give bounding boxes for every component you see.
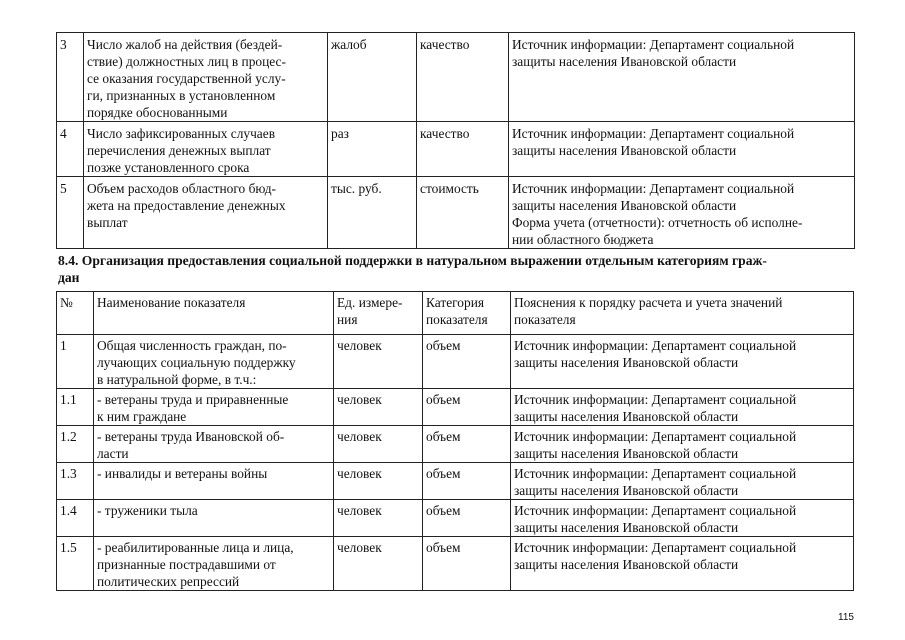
table-row (57, 463, 854, 500)
indicator-name: - реабилитированные лица и лица, признанные пострадавшими от политических репрессий (94, 537, 334, 591)
unit-of-measure: жалоб (328, 33, 417, 122)
header-category: Категория показателя (423, 292, 511, 335)
in-kind-support-table (56, 291, 854, 591)
row-number: 1.5 (57, 537, 94, 591)
unit-of-measure: человек (334, 463, 423, 500)
indicator-category: качество (417, 122, 509, 177)
row-number: 1.2 (57, 426, 94, 463)
calculation-notes: Источник информации: Департамент социальной защиты населения Ивановской области (509, 33, 855, 122)
table-header-row (57, 292, 854, 335)
row-number: 5 (57, 177, 84, 249)
calculation-notes: Источник информации: Департамент социальной защиты населения Ивановской области (511, 389, 854, 426)
indicator-name: Объем расходов областного бюд- жета на предоставление денежных выплат (84, 177, 328, 249)
indicator-name: Число жалоб на действия (бездей- ствие) должностных лиц в процес- се оказания государственной услу- ги, признанных в установленном порядке обоснованными (84, 33, 328, 122)
row-number: 1.3 (57, 463, 94, 500)
row-number: 3 (57, 33, 84, 122)
unit-of-measure: человек (334, 500, 423, 537)
page-number: 115 (838, 612, 854, 623)
calculation-notes: Источник информации: Департамент социальной защиты населения Ивановской области (511, 335, 854, 389)
table-row (57, 537, 854, 591)
header-unit: Ед. измере- ния (334, 292, 423, 335)
calculation-notes: Источник информации: Департамент социальной защиты населения Ивановской области (511, 537, 854, 591)
row-number: 1.4 (57, 500, 94, 537)
calculation-notes: Источник информации: Департамент социальной защиты населения Ивановской области (509, 122, 855, 177)
row-number: 1.1 (57, 389, 94, 426)
calculation-notes: Источник информации: Департамент социальной защиты населения Ивановской области (511, 426, 854, 463)
unit-of-measure: человек (334, 335, 423, 389)
indicator-name: - ветераны труда и приравненные к ним граждане (94, 389, 334, 426)
unit-of-measure: человек (334, 426, 423, 463)
indicator-category: стоимость (417, 177, 509, 249)
indicator-category: объем (423, 335, 511, 389)
calculation-notes: Источник информации: Департамент социальной защиты населения Ивановской области Форма учета (отчетности): отчетность об исполне- нии областного бюджета (509, 177, 855, 249)
indicator-name: - ветераны труда Ивановской об- ласти (94, 426, 334, 463)
calculation-notes: Источник информации: Департамент социальной защиты населения Ивановской области (511, 463, 854, 500)
calculation-notes: Источник информации: Департамент социальной защиты населения Ивановской области (511, 500, 854, 537)
indicator-category: качество (417, 33, 509, 122)
indicator-category: объем (423, 389, 511, 426)
header-indicator-name: Наименование показателя (94, 292, 334, 335)
row-number: 1 (57, 335, 94, 389)
table-row (57, 33, 855, 122)
indicator-name: Общая численность граждан, по- лучающих социальную поддержку в натуральной форме, в т.ч.: (94, 335, 334, 389)
section-heading: 8.4. Организация предоставления социальной поддержки в натуральном выражении отдельным категориям граж- дан (58, 253, 767, 285)
indicator-name: - инвалиды и ветераны войны (94, 463, 334, 500)
table-row (57, 389, 854, 426)
indicator-name: - труженики тыла (94, 500, 334, 537)
table-row (57, 335, 854, 389)
unit-of-measure: человек (334, 389, 423, 426)
table-row (57, 122, 855, 177)
table-row (57, 500, 854, 537)
header-number: № (57, 292, 94, 335)
header-notes: Пояснения к порядку расчета и учета значений показателя (511, 292, 854, 335)
unit-of-measure: тыс. руб. (328, 177, 417, 249)
unit-of-measure: раз (328, 122, 417, 177)
indicator-category: объем (423, 537, 511, 591)
row-number: 4 (57, 122, 84, 177)
table-row (57, 177, 855, 249)
indicator-category: объем (423, 426, 511, 463)
indicator-category: объем (423, 463, 511, 500)
indicator-name: Число зафиксированных случаев перечисления денежных выплат позже установленного срока (84, 122, 328, 177)
unit-of-measure: человек (334, 537, 423, 591)
table-row (57, 426, 854, 463)
indicators-table-continued (56, 32, 855, 249)
indicator-category: объем (423, 500, 511, 537)
